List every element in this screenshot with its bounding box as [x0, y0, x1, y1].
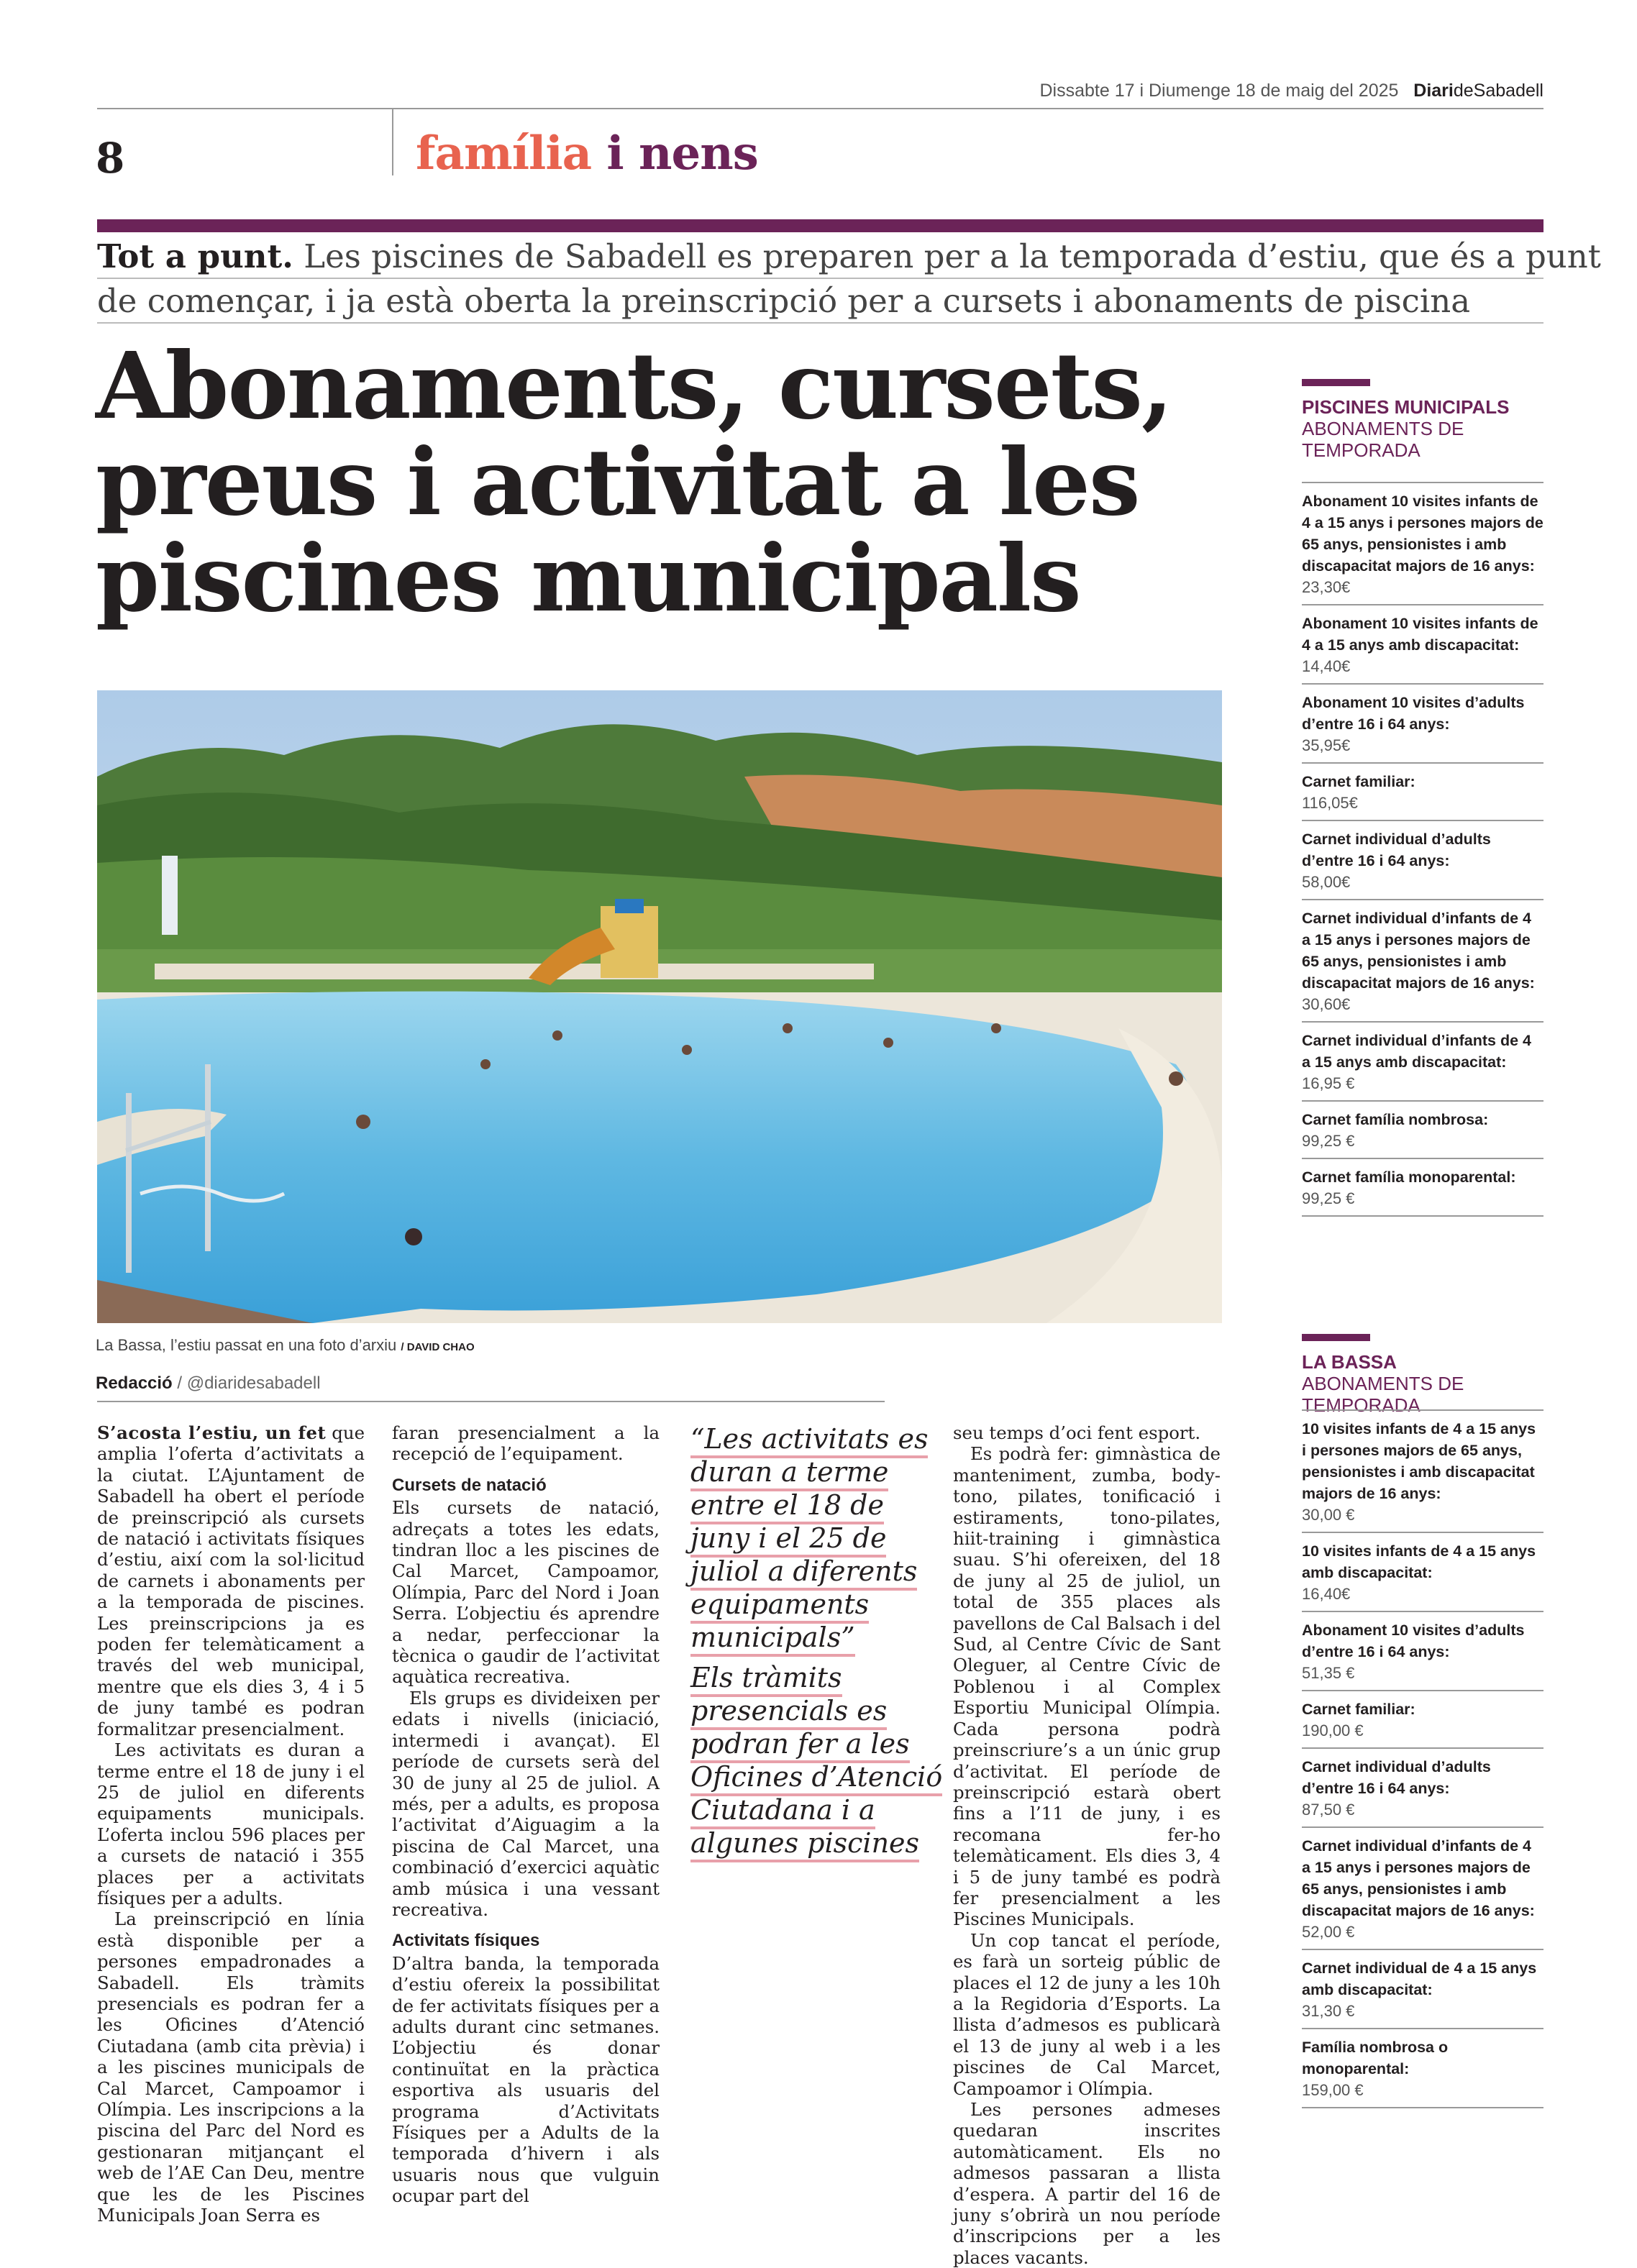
price-item: Carnet individual d’adults d’entre 16 i 64 anys: 87,50 €: [1302, 1749, 1543, 1828]
header-divider: [392, 109, 393, 175]
price-item: 10 visites infants de 4 a 15 anys i persones majors de 65 anys, pensionistes i amb discapacitat majors de 16 anys: 30,00 €: [1302, 1409, 1543, 1533]
sidebar-title: LA BASSA: [1302, 1351, 1397, 1373]
photo-credit: / DAVID CHAO: [401, 1341, 475, 1353]
article-paragraph: Les activitats es duran a terme entre el 18 de juny i el 25 de juliol en diferents equipaments municipals. L’oferta inclou 596 places per a cursets de natació i 355 places per a activitats físiques per a adults.: [97, 1739, 365, 1908]
lead-line-2: de començar, i ja està oberta la preinscripció per a cursets i abonaments de piscina: [97, 282, 1543, 324]
price-item: Carnet família nombrosa: 99,25 €: [1302, 1102, 1543, 1159]
article-column-2: [392, 1422, 660, 2207]
byline-rule: [97, 1401, 885, 1402]
byline-handle: / @diaridesabadell: [172, 1373, 321, 1393]
article-paragraph: seu temps d’oci fent esport.: [953, 1422, 1201, 1443]
photo-caption: La Bassa, l’estiu passat en una foto d’arxiu / DAVID CHAO: [96, 1336, 475, 1354]
article-paragraph: Un cop tancat el període, es farà un sorteig públic de places el 12 de juny a les 10h a la Regidoria d’Esports. La llista d’admesos es publicarà el 13 de juny al web i a les piscines de Cal Marcet, Campoamor i Olímpia.: [953, 1929, 1221, 2099]
article-lead-in: S’acosta l’estiu, un fet: [97, 1422, 327, 1443]
sidebar-title: PISCINES MUNICIPALS: [1302, 396, 1510, 418]
lead-kicker: Tot a punt.: [97, 237, 293, 275]
sidebar-municipal-prices: [1302, 482, 1543, 1217]
newspaper-brand: DiarideSabadell: [1413, 81, 1543, 101]
lead-line-1: Tot a punt. Les piscines de Sabadell es preparen per a la temporada d’estiu, que és a punt: [97, 237, 1543, 279]
sidebar-accent-bar: [1302, 379, 1370, 386]
headline: Abonaments, cursets, preus i activitat a les piscines municipals: [96, 332, 1172, 632]
section-title: [416, 127, 758, 180]
price-item: 10 visites infants de 4 a 15 anys amb discapacitat: 16,40€: [1302, 1533, 1543, 1612]
section-title-b: i nens: [606, 127, 758, 180]
price-item: Carnet individual d’infants de 4 a 15 anys amb discapacitat: 16,95 €: [1302, 1023, 1543, 1102]
article-paragraph: Les persones admeses quedaran inscrites automàticament. Els no admesos passaran a llista d’espera. A partir del 16 de juny s’obrirà un nou període d’inscripcions per a les places vacants.: [953, 2099, 1221, 2268]
price-item: Carnet família monoparental: 99,25 €: [1302, 1159, 1543, 1217]
sidebar-subtitle: TEMPORADA: [1302, 1394, 1421, 1416]
price-item: Abonament 10 visites infants de 4 a 15 anys amb discapacitat: 14,40€: [1302, 605, 1543, 685]
issue-date: Dissabte 17 i Diumenge 18 de maig del 2025: [1039, 81, 1399, 101]
article-paragraph: La preinscripció en línia està disponible per a persones empadronades a Sabadell. Els tràmits presencials es podran fer a les Oficines d’Atenció Ciutadana (amb cita prèvia) i a les piscines municipals de Cal Marcet, Campoamor i Olímpia. Les inscripcions a la piscina del Parc del Nord es gestionaran mitjançant el web de l’AE Can Deu, mentre que les de les Piscines Municipals Joan Serra es: [97, 1908, 365, 2226]
subheading-swim-courses: Cursets de natació: [392, 1475, 547, 1495]
article-paragraph: Es podrà fer: gimnàstica de manteniment, zumba, body-tono, pilates, tonificació i estiraments, tono-pilates, hiit-training i gimnàstica suau. S’hi ofereixen, del 18 de juny al 25 de juliol, un total de 355 places als pavellons de Cal Balsach i del Sud, al Centre Cívic de Sant Oleguer, al Centre Cívic de Poblenou i al Complex Esportiu Municipal Olímpia. Cada persona podrà preinscriure’s a un únic grup d’activitat. El període de preinscripció estarà obert fins a l’11 de juny, i es recomana fer-ho telemàticament. Els dies 3, 4 i 5 de juny també es podrà fer presencialment a les Piscines Municipals.: [953, 1443, 1221, 1930]
article-paragraph: D’altra banda, la temporada d’estiu ofereix la possibilitat de fer activitats físiques per a adults durant cinc setmanes. L’objectiu és donar continuïtat en la pràctica esportiva als usuaris del programa d’Activitats Físiques per a Adults de la temporada d’hivern i als usuaris nous que vulguin ocupar part del: [392, 1952, 660, 2207]
pull-quote: “Les activitats es duran a terme entre el 18 de juny i el 25 de juliol a diferents equipaments municipals”: [690, 1422, 949, 1654]
sidebar-subtitle: ABONAMENTS DE: [1302, 1373, 1464, 1394]
byline: [96, 1373, 321, 1394]
article-paragraph: faran presencialment a la recepció de l’equipament.: [392, 1422, 660, 1465]
price-item: Carnet familiar: 190,00 €: [1302, 1691, 1543, 1749]
article-paragraph: S’acosta l’estiu, un fet que amplia l’oferta d’activitats a la ciutat. L’Ajuntament de Sabadell ha obert el període de preinscripció als cursets de natació i activitats físiques d’estiu, així com la sol·licitud de carnets i abonaments per a la temporada de piscines. Les preinscripcions ja es poden fer telemàticament a través del web municipal, mentre que els dies 3, 4 i 5 de juny també es podran formalitzar presencialment.: [97, 1422, 365, 1739]
header-date-line: [1040, 81, 1544, 101]
article-paragraph: Els cursets de natació, adreçats a totes les edats, tindran lloc a les piscines de Cal Marcet, Campoamor, Olímpia, Parc del Nord i Joan Serra. L’objectiu és aprendre a nedar, perfeccionar la tècnica o gaudir de l’activitat aquàtica recreativa.: [392, 1497, 660, 1688]
price-item: Abonament 10 visites infants de 4 a 15 anys i persones majors de 65 anys, pensionistes i amb discapacitat majors de 16 anys: 23,30€: [1302, 482, 1543, 605]
price-item: Carnet familiar: 116,05€: [1302, 764, 1543, 821]
price-item: Carnet individual d’infants de 4 a 15 anys i persones majors de 65 anys, pensionistes i amb discapacitat majors de 16 anys: 52,00 €: [1302, 1828, 1543, 1950]
price-item: Carnet individual d’infants de 4 a 15 anys i persones majors de 65 anys, pensionistes i amb discapacitat majors de 16 anys: 30,60€: [1302, 900, 1543, 1023]
price-item: Abonament 10 visites d’adults d’entre 16 i 64 anys: 51,35 €: [1302, 1612, 1543, 1691]
sidebar-labassa-prices: [1302, 1409, 1543, 2108]
page-number: 8: [96, 134, 125, 183]
sidebar-labassa-header: [1302, 1334, 1464, 1416]
sidebar-accent-bar: [1302, 1334, 1370, 1341]
sidebar-subtitle: ABONAMENTS DE: [1302, 418, 1464, 439]
article-column-1: [97, 1422, 365, 2226]
header-rule: [97, 108, 1543, 109]
pool-photo: [97, 690, 1222, 1323]
price-item: Família nombrosa o monoparental: 159,00 €: [1302, 2029, 1543, 2108]
pull-statement: Els tràmits presencials es podran fer a les Oficines d’Atenció Ciutadana i a algunes piscines: [690, 1661, 949, 1860]
price-item: Abonament 10 visites d’adults d’entre 16 i 64 anys: 35,95€: [1302, 685, 1543, 764]
subheading-physical-activities: Activitats físiques: [392, 1931, 540, 1951]
byline-author: Redacció: [96, 1373, 173, 1393]
price-item: Carnet individual d’adults d’entre 16 i 64 anys: 58,00€: [1302, 821, 1543, 900]
section-bar: [97, 219, 1543, 232]
article-column-4: [953, 1422, 1221, 2268]
section-title-a: família: [416, 127, 592, 180]
price-item: Carnet individual de 4 a 15 anys amb discapacitat: 31,30 €: [1302, 1950, 1543, 2029]
article-paragraph: Els grups es divideixen per edats i nivells (iniciació, intermedi i avançat). El període de cursets serà del 30 de juny al 25 de juliol. A més, per a adults, es proposa l’activitat d’Aiguagim a la piscina de Cal Marcet, una combinació d’exercici aquàtic amb música i una vessant recreativa.: [392, 1687, 660, 1920]
sidebar-municipal-header: [1302, 379, 1509, 461]
sidebar-subtitle: TEMPORADA: [1302, 439, 1421, 461]
